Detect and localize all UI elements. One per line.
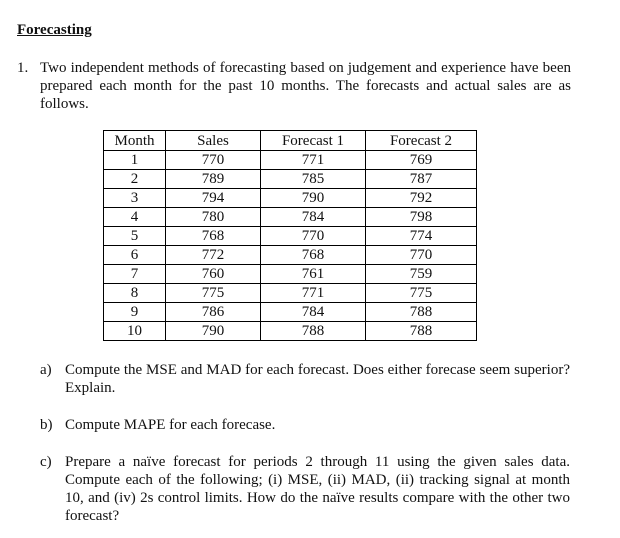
cell-forecast-2: 798: [366, 208, 477, 227]
cell-month: 6: [104, 246, 166, 265]
cell-sales: 789: [166, 170, 261, 189]
cell-sales: 772: [166, 246, 261, 265]
column-header-forecast-1: Forecast 1: [261, 131, 366, 151]
table-row: [104, 322, 477, 341]
cell-sales: 794: [166, 189, 261, 208]
cell-month: 7: [104, 265, 166, 284]
cell-forecast-2: 775: [366, 284, 477, 303]
table-row: [104, 303, 477, 322]
question-number: 1.: [17, 60, 29, 76]
table-row: [104, 151, 477, 170]
table-row: [104, 189, 477, 208]
cell-sales: 786: [166, 303, 261, 322]
forecast-table: [103, 130, 477, 341]
cell-forecast-1: 761: [261, 265, 366, 284]
cell-forecast-1: 784: [261, 303, 366, 322]
table-row: [104, 208, 477, 227]
cell-sales: 790: [166, 322, 261, 341]
cell-month: 3: [104, 189, 166, 208]
cell-forecast-2: 792: [366, 189, 477, 208]
part-c-label: c): [40, 454, 52, 470]
cell-forecast-1: 770: [261, 227, 366, 246]
part-a-label: a): [40, 362, 52, 378]
cell-sales: 768: [166, 227, 261, 246]
cell-month: 2: [104, 170, 166, 189]
part-a-text: Compute the MSE and MAD for each forecast. Does either forecase seem superior? Explain.: [65, 362, 570, 396]
column-header-forecast-2: Forecast 2: [366, 131, 477, 151]
part-c-text: Prepare a naïve forecast for periods 2 through 11 using the given sales data. Compute each of the following; (i) MSE, (ii) MAD, (ii) tracking signal at month 10, and (iv) 2s control limits. How do the naïve results compare with the other two forecast?: [65, 454, 570, 524]
table-row: [104, 265, 477, 284]
column-header-sales: Sales: [166, 131, 261, 151]
cell-forecast-2: 787: [366, 170, 477, 189]
cell-month: 9: [104, 303, 166, 322]
part-b-text: Compute MAPE for each forecase.: [65, 417, 276, 433]
cell-forecast-1: 790: [261, 189, 366, 208]
cell-month: 1: [104, 151, 166, 170]
cell-month: 4: [104, 208, 166, 227]
cell-forecast-2: 769: [366, 151, 477, 170]
cell-forecast-1: 771: [261, 284, 366, 303]
cell-forecast-1: 788: [261, 322, 366, 341]
cell-forecast-1: 784: [261, 208, 366, 227]
cell-month: 5: [104, 227, 166, 246]
cell-month: 10: [104, 322, 166, 341]
cell-month: 8: [104, 284, 166, 303]
cell-sales: 780: [166, 208, 261, 227]
cell-forecast-2: 788: [366, 303, 477, 322]
cell-forecast-1: 771: [261, 151, 366, 170]
table-row: [104, 246, 477, 265]
cell-forecast-2: 770: [366, 246, 477, 265]
cell-forecast-2: 788: [366, 322, 477, 341]
cell-forecast-2: 774: [366, 227, 477, 246]
table-row: [104, 284, 477, 303]
question-text: Two independent methods of forecasting based on judgement and experience have been prepared each month for the past 10 months. The forecasts and actual sales are as follows.: [40, 60, 571, 112]
column-header-month: Month: [104, 131, 166, 151]
cell-sales: 775: [166, 284, 261, 303]
table-header-row: [104, 131, 477, 151]
part-b-label: b): [40, 417, 53, 433]
page-heading: Forecasting: [17, 22, 92, 38]
cell-sales: 770: [166, 151, 261, 170]
table-row: [104, 170, 477, 189]
cell-forecast-2: 759: [366, 265, 477, 284]
cell-forecast-1: 768: [261, 246, 366, 265]
table-row: [104, 227, 477, 246]
cell-sales: 760: [166, 265, 261, 284]
cell-forecast-1: 785: [261, 170, 366, 189]
